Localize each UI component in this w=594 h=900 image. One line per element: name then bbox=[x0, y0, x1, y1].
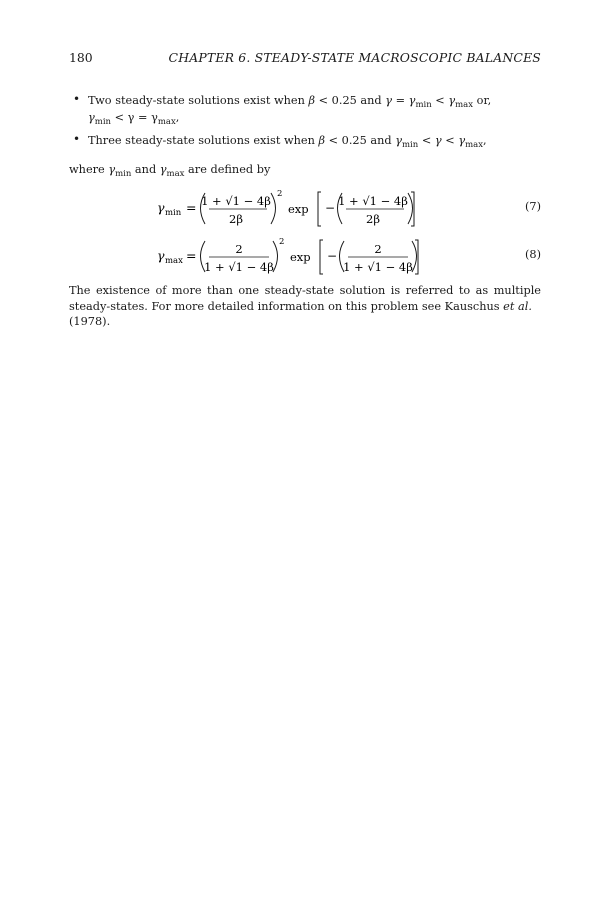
subscript: min bbox=[115, 169, 132, 179]
gamma-symbol: γ bbox=[458, 134, 466, 147]
eq7-power: 2 bbox=[277, 189, 283, 199]
eq8-denominator-2: 1 + √1 − 4β bbox=[343, 260, 413, 274]
eq8-numerator-2: 2 bbox=[374, 242, 382, 256]
eq8-lhs: γ bbox=[157, 248, 165, 263]
gamma-symbol: γ bbox=[448, 94, 456, 107]
gamma-symbol: γ bbox=[385, 94, 393, 107]
et-al: et al. bbox=[503, 299, 532, 313]
equals-sign: = bbox=[186, 200, 197, 215]
minus-sign: − bbox=[325, 201, 336, 215]
bullet-text: , bbox=[483, 134, 487, 147]
text: where bbox=[69, 163, 109, 176]
gamma-symbol: γ bbox=[395, 134, 402, 147]
gamma-symbol: γ bbox=[408, 94, 416, 107]
bullet-dot: • bbox=[73, 132, 81, 146]
bullet-text: < 0.25 and bbox=[315, 94, 386, 107]
subscript: min bbox=[415, 100, 432, 110]
body-paragraph bbox=[69, 283, 541, 330]
gamma-symbol: γ bbox=[88, 111, 95, 124]
eq8-sub: max bbox=[165, 256, 183, 266]
equals-sign: = bbox=[186, 248, 197, 263]
subscript: max bbox=[465, 140, 484, 150]
chapter-title: CHAPTER 6. STEADY-STATE MACROSCOPIC BALANCES bbox=[168, 50, 541, 65]
gamma-symbol: γ bbox=[434, 134, 442, 147]
right-paren bbox=[271, 193, 276, 224]
right-paren bbox=[408, 193, 413, 224]
eq7-sub: min bbox=[165, 208, 182, 218]
equation-number-7: (7) bbox=[524, 200, 541, 213]
subscript: min bbox=[401, 140, 419, 150]
eq8-exp: exp bbox=[290, 250, 311, 264]
subscript: max bbox=[455, 100, 474, 110]
minus-sign: − bbox=[327, 249, 338, 263]
equation-8 bbox=[69, 236, 541, 276]
eq8-denominator: 1 + √1 − 4β bbox=[204, 260, 274, 274]
bullet-text: , bbox=[175, 111, 180, 124]
eq8-power: 2 bbox=[279, 237, 285, 247]
subscript: min bbox=[94, 117, 112, 127]
eq7-numerator: 1 + √1 − 4β bbox=[201, 194, 271, 208]
running-header bbox=[69, 50, 541, 70]
subscript: max bbox=[157, 117, 176, 127]
bullet-three-solutions: • Three steady-state solutions exist when β < 0.25 and $\gamma_{min} < \gamma < \gamma_{max}$, bbox=[73, 132, 487, 150]
text: are defined by bbox=[184, 163, 271, 176]
bullet-two-solutions: • Two steady-state solutions exist when β < 0.25 and $\gamma = \gamma_{min} < \gamma_{max}$ or, $\gamma_{min} < \gamma = \gamma_{max}$, bbox=[73, 92, 492, 127]
eq8-numerator: 2 bbox=[235, 242, 243, 256]
equation-7 bbox=[69, 188, 541, 228]
eq7-lhs: γ bbox=[157, 200, 165, 215]
equation-number-8: (8) bbox=[524, 248, 541, 261]
bullet-text: = bbox=[392, 94, 409, 107]
bullet-text: Two steady-state solutions exist when bbox=[88, 94, 309, 107]
bullet-text: < 0.25 and bbox=[324, 134, 396, 147]
eq7-numerator-2: 1 + √1 − 4β bbox=[338, 194, 408, 208]
gamma-symbol: γ bbox=[159, 163, 167, 176]
equation-7-svg bbox=[69, 188, 541, 232]
citation-year: (1978). bbox=[69, 315, 111, 329]
where-line bbox=[69, 162, 541, 178]
beta-symbol: β bbox=[318, 134, 325, 147]
bullet-text: < γ = γ bbox=[111, 111, 158, 124]
equation-8-svg bbox=[69, 236, 541, 280]
beta-symbol: β bbox=[308, 94, 316, 107]
eq7-exp: exp bbox=[288, 202, 309, 216]
gamma-symbol: γ bbox=[108, 163, 116, 176]
page-number: 180 bbox=[69, 50, 93, 65]
eq7-denominator: 2β bbox=[229, 212, 243, 226]
eq7-denominator-2: 2β bbox=[366, 212, 380, 226]
left-bracket bbox=[318, 192, 321, 226]
subscript: max bbox=[166, 169, 185, 179]
bullet-dot: • bbox=[73, 92, 81, 106]
text: and bbox=[131, 163, 160, 176]
bullet-text: Three steady-state solutions exist when bbox=[88, 134, 319, 147]
left-bracket bbox=[320, 240, 323, 274]
paragraph-text: The existence of more than one steady-state solution is referred to as multiple steady-states. For more detailed information on this problem see Kauschus bbox=[69, 284, 541, 313]
